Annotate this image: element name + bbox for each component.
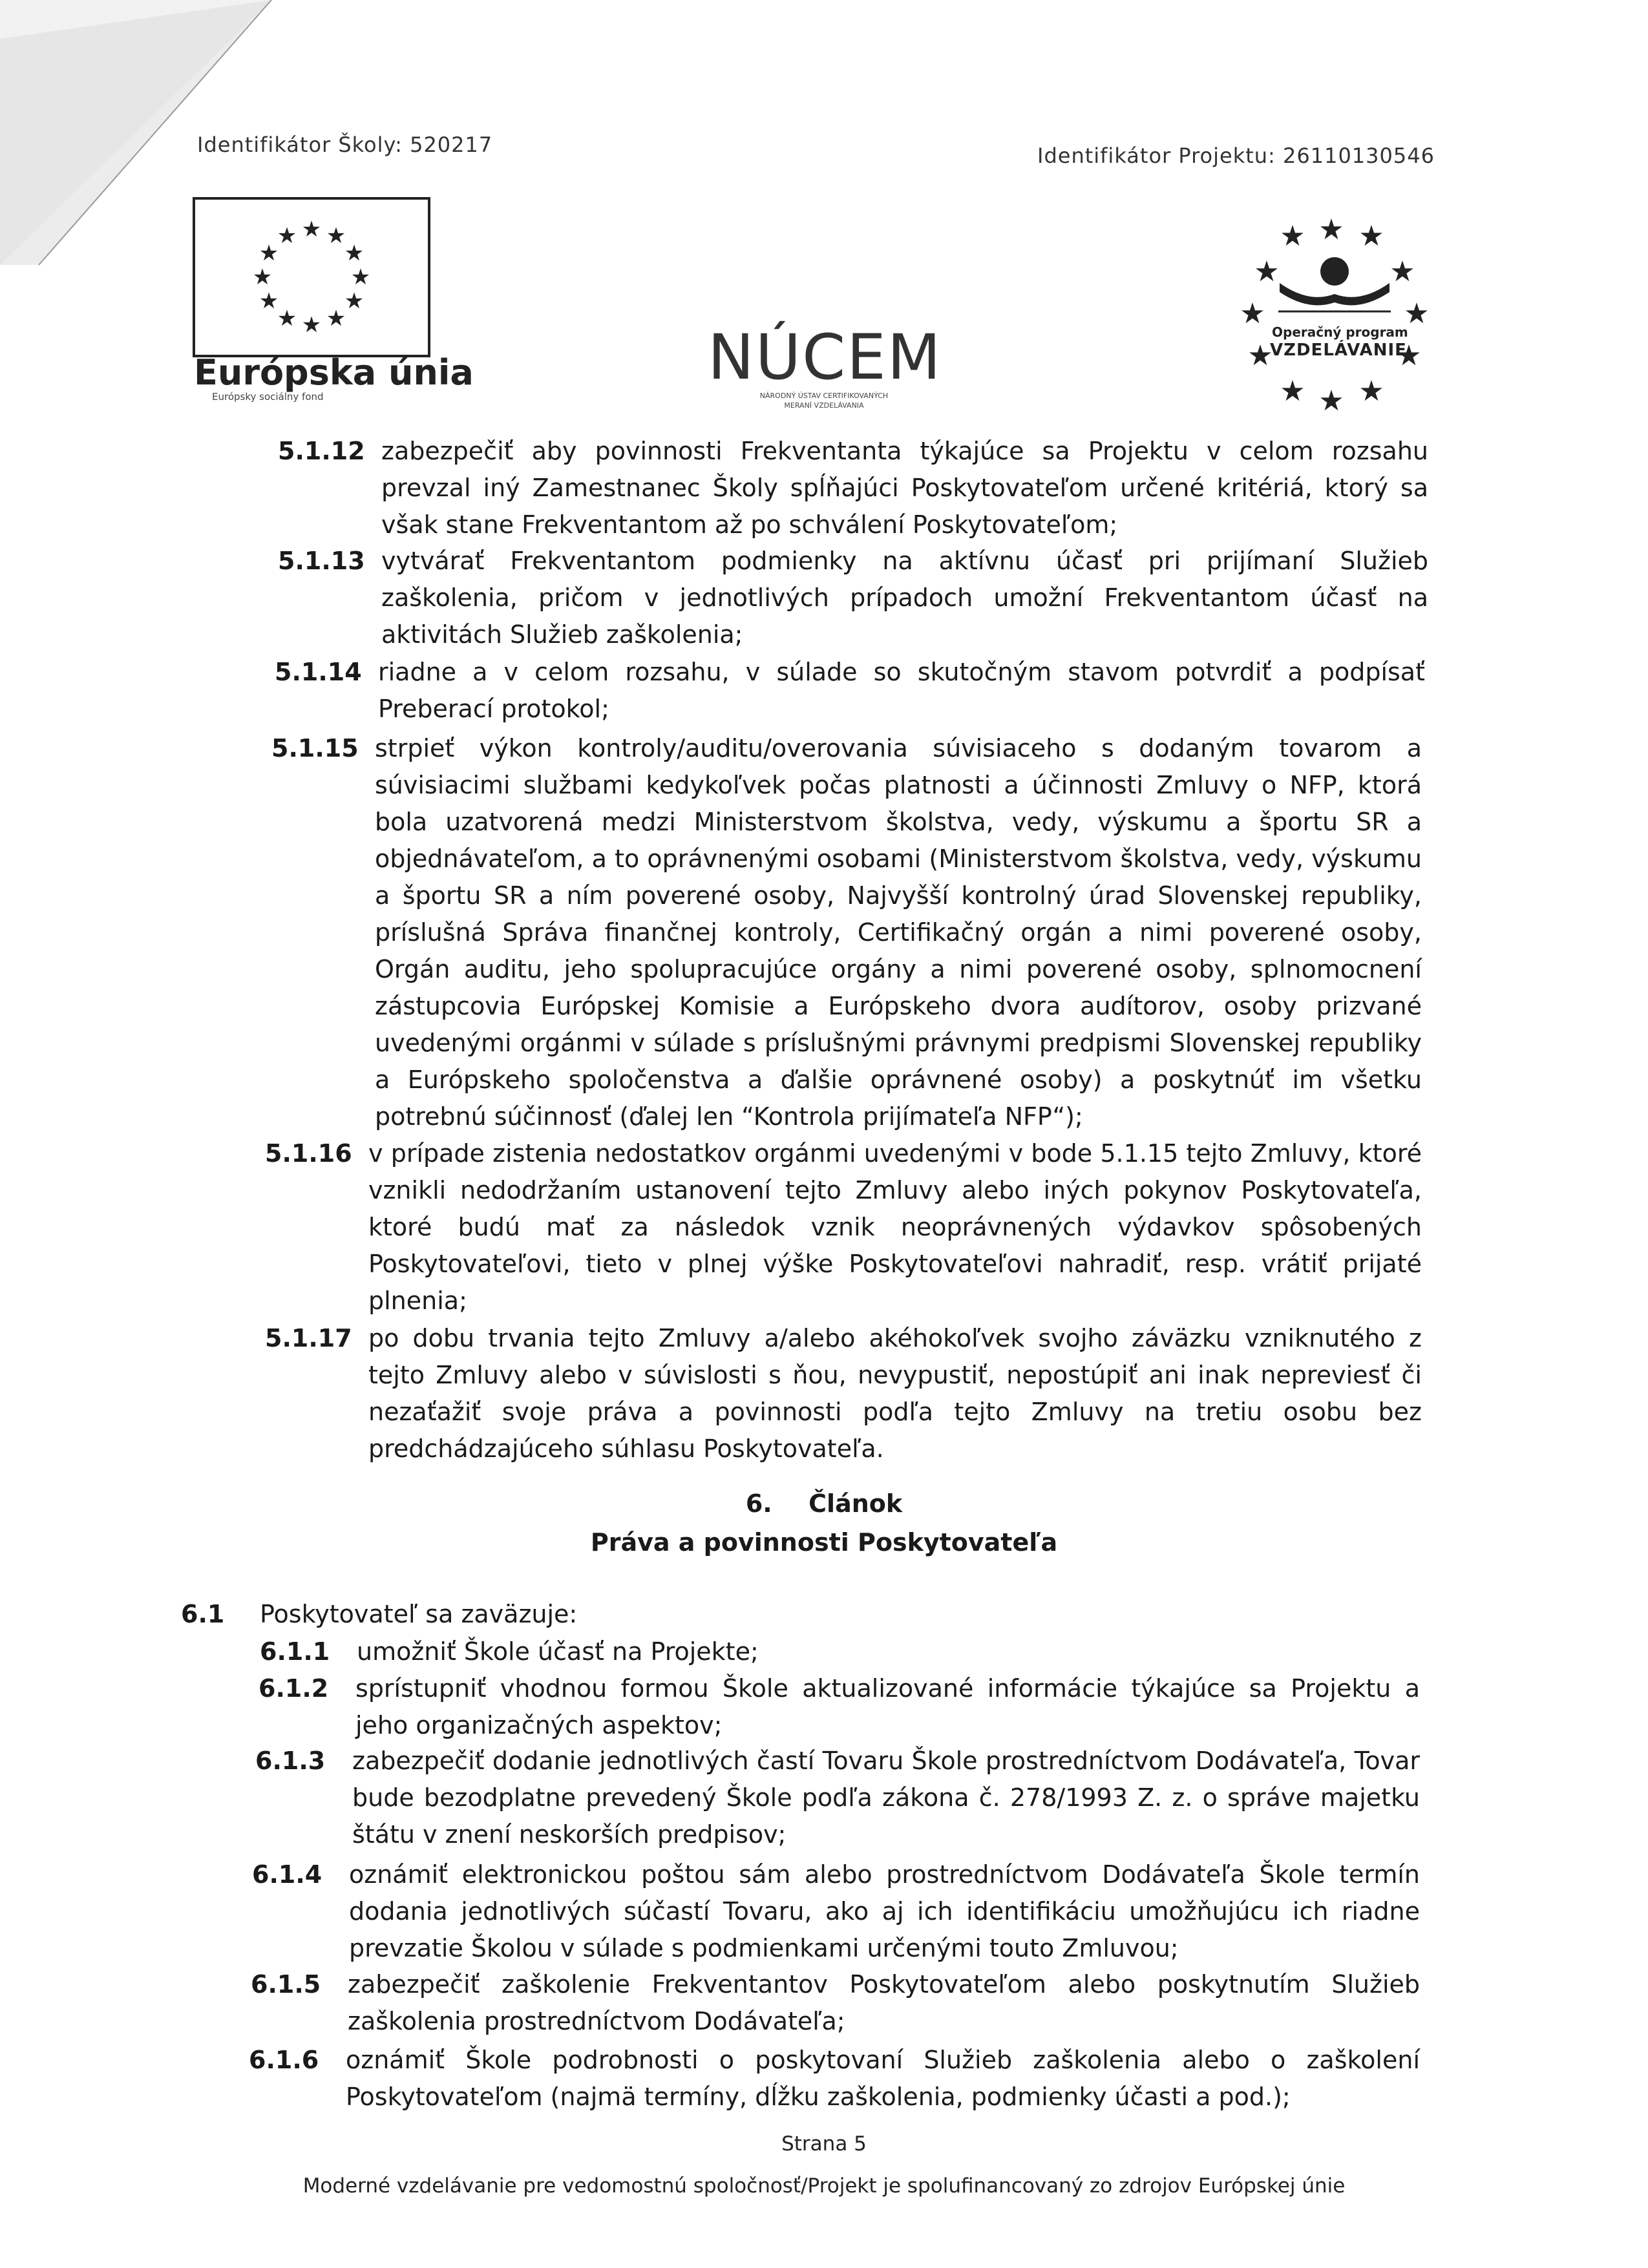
footer-note: Moderné vzdelávanie pre vedomostnú spoločnosť/Projekt je spolufinancovaný zo zdrojov Európskej únie <box>302 2174 1346 2198</box>
svg-text:★: ★ <box>1396 339 1422 372</box>
svg-text:★: ★ <box>1254 255 1280 288</box>
svg-text:★: ★ <box>1240 297 1265 330</box>
item-text: vytvárať Frekventantom podmienky na aktívnu účasť pri prijímaní Služieb zaškolenia, pričom v jednotlivých prípadoch umožní Frekventantom účasť na aktivitách Služieb zaškolenia; <box>381 547 1428 649</box>
project-identifier: Identifikátor Projektu: 26110130546 <box>1037 143 1435 168</box>
list-item <box>249 2042 1420 2116</box>
eu-subtitle: Európsky sociálny fond <box>212 391 324 403</box>
list-item <box>275 654 1425 728</box>
svg-text:★: ★ <box>1358 220 1384 253</box>
item-text: v prípade zistenia nedostatkov orgánmi uvedenými v bode 5.1.15 tejto Zmluvy, ktoré vznikli nedodržaním ustanovení tejto Zmluvy alebo iných pokynov Poskytovateľa, ktoré budú mať za následok vznik neoprávnených výdavkov spôsobených Poskytovateľovi, tieto v plnej výške Poskytovateľovi nahradiť, resp. vrátiť prijaté plnenia; <box>368 1139 1422 1315</box>
svg-text:★: ★ <box>1358 375 1384 408</box>
svg-text:★: ★ <box>301 216 322 242</box>
nucem-subtitle <box>721 391 927 410</box>
svg-text:★: ★ <box>277 306 297 331</box>
nucem-subtitle-line1: NÁRODNÝ ÚSTAV CERTIFIKOVANÝCH <box>759 392 889 400</box>
svg-text:★: ★ <box>252 264 273 290</box>
item-text: po dobu trvania tejto Zmluvy a/alebo akéhokoľvek svojho záväzku vzniknutého z tejto Zmluvy alebo v súvislosti s ňou, nevypustiť, nepostúpiť ani inak nepreviesť či nezaťažiť svoje práva a povinnosti podľa tejto Zmluvy na tretiu osobu bez predchádzajúceho súhlasu Poskytovateľa. <box>368 1324 1422 1463</box>
list-item <box>252 1856 1420 1967</box>
svg-text:★: ★ <box>344 288 364 314</box>
svg-text:★: ★ <box>1280 220 1305 253</box>
item-number: 6.1.3 <box>255 1747 326 1775</box>
list-item <box>259 1670 1420 1744</box>
item-number: 6.1.2 <box>259 1674 329 1703</box>
item-text: zabezpečiť aby povinnosti Frekventanta týkajúce sa Projektu v celom rozsahu prevzal iný Zamestnanec Školy spĺňajúci Poskytovateľom určené kritériá, ktorý sa však stane Frekventantom až po schválení Poskytovateľom; <box>381 437 1428 539</box>
school-identifier: Identifikátor Školy: 520217 <box>197 132 493 157</box>
article-title: Práva a povinnosti Poskytovateľa <box>590 1528 1058 1557</box>
section-num: 6.1 <box>181 1600 225 1628</box>
list-item <box>271 730 1422 1135</box>
item-number: 6.1.5 <box>251 1970 321 1999</box>
item-text: umožniť Škole účasť na Projekte; <box>357 1637 759 1666</box>
op-program-label: Operačný program <box>1272 324 1408 340</box>
eu-stars-icon <box>195 200 428 355</box>
svg-text:★: ★ <box>326 223 346 249</box>
nucem-subtitle-line2: MERANÍ VZDELÁVANIA <box>784 401 864 410</box>
nucem-logo: NÚCEM <box>708 321 942 394</box>
article-number: 6. <box>745 1489 772 1518</box>
article-heading <box>0 1489 1648 1518</box>
svg-text:★: ★ <box>259 240 279 266</box>
item-number: 5.1.14 <box>275 658 362 686</box>
svg-text:★: ★ <box>326 306 346 331</box>
article-label: Článok <box>808 1489 903 1518</box>
op-vzdelavanie-logo <box>1202 207 1461 420</box>
item-number: 5.1.13 <box>278 547 365 575</box>
item-number: 6.1.4 <box>252 1860 322 1889</box>
svg-text:★: ★ <box>1318 384 1344 417</box>
op-vzdelavanie-label: VZDELÁVANIE <box>1270 341 1407 360</box>
list-item <box>255 1743 1420 1853</box>
svg-text:★: ★ <box>1318 213 1344 246</box>
svg-text:★: ★ <box>350 264 371 290</box>
page-number: Strana 5 <box>781 2132 867 2156</box>
svg-text:★: ★ <box>1280 375 1305 408</box>
list-item <box>278 433 1428 543</box>
item-text: riadne a v celom rozsahu, v súlade so skutočným stavom potvrdiť a podpísať Preberací protokol; <box>378 658 1425 723</box>
item-number: 6.1.1 <box>260 1637 330 1666</box>
section-number <box>181 1596 224 1633</box>
list-item <box>251 1966 1420 2040</box>
item-number: 5.1.12 <box>278 437 365 465</box>
item-number: 5.1.15 <box>271 734 359 762</box>
svg-text:★: ★ <box>1404 297 1430 330</box>
eu-title: Európska únia <box>194 352 474 393</box>
list-item <box>265 1320 1422 1467</box>
svg-text:★: ★ <box>1247 339 1273 372</box>
item-number: 6.1.6 <box>249 2046 319 2074</box>
list-item <box>265 1135 1422 1319</box>
item-text: oznámiť elektronickou poštou sám alebo prostredníctvom Dodávateľa Škole termín dodania jednotlivých súčastí Tovaru, ako aj ich identifikáciu umožňujúcu ich riadne prevzatie Školou v súlade s podmienkami určenými touto Zmluvou; <box>349 1860 1420 1962</box>
item-text: zabezpečiť zaškolenie Frekventantov Poskytovateľom alebo poskytnutím Služieb zaškolenia prostredníctvom Dodávateľa; <box>348 1970 1420 2035</box>
svg-text:★: ★ <box>277 223 297 249</box>
item-text: sprístupniť vhodnou formou Škole aktualizované informácie týkajúce sa Projektu a jeho organizačných aspektov; <box>355 1674 1420 1739</box>
svg-text:★: ★ <box>301 312 322 338</box>
item-number: 5.1.16 <box>265 1139 352 1168</box>
item-text: strpieť výkon kontroly/auditu/overovania súvisiaceho s dodaným tovarom a súvisiacimi službami kedykoľvek počas platnosti a účinnosti Zmluvy o NFP, ktorá bola uzatvorená medzi Ministerstvom školstva, vedy, výskumu a športu SR a objednávateľom, a to oprávnenými osobami (Ministerstvom školstva, vedy, výskumu a športu SR a ním poverené osoby, Najvyšší kontrolný úrad Slovenskej republiky, príslušná Správa finančnej kontroly, Certifikačný orgán a nimi poverené osoby, Orgán auditu, jeho spolupracujúce orgány a nimi poverené osoby, splnomocnení zástupcovia Európskej Komisie a Európskeho dvora audítorov, osoby prizvané uvedenými orgánmi v súlade s príslušnými právnymi predpismi Slovenskej republiky a Európskeho spoločenstva a ďalšie oprávnené osoby) a poskytnúť im všetku potrebnú súčinnosť (ďalej len “Kontrola prijímateľa NFP“); <box>375 734 1422 1131</box>
svg-text:★: ★ <box>1389 255 1415 288</box>
list-item <box>260 1633 1420 1670</box>
section-intro: Poskytovateľ sa zaväzuje: <box>260 1600 578 1628</box>
eu-flag <box>193 197 430 357</box>
svg-text:★: ★ <box>344 240 364 266</box>
list-item <box>278 543 1428 653</box>
item-number: 5.1.17 <box>265 1324 352 1352</box>
item-text: oznámiť Škole podrobnosti o poskytovaní Služieb zaškolenia alebo o zaškolení Poskytovateľom (najmä termíny, dĺžku zaškolenia, podmienky účasti a pod.); <box>346 2046 1420 2111</box>
item-text: zabezpečiť dodanie jednotlivých častí Tovaru Škole prostredníctvom Dodávateľa, Tovar bude bezodplatne prevedený Škole podľa zákona č. 278/1993 Z. z. o správe majetku štátu v znení neskorších predpisov; <box>352 1747 1420 1849</box>
svg-text:★: ★ <box>259 288 279 314</box>
